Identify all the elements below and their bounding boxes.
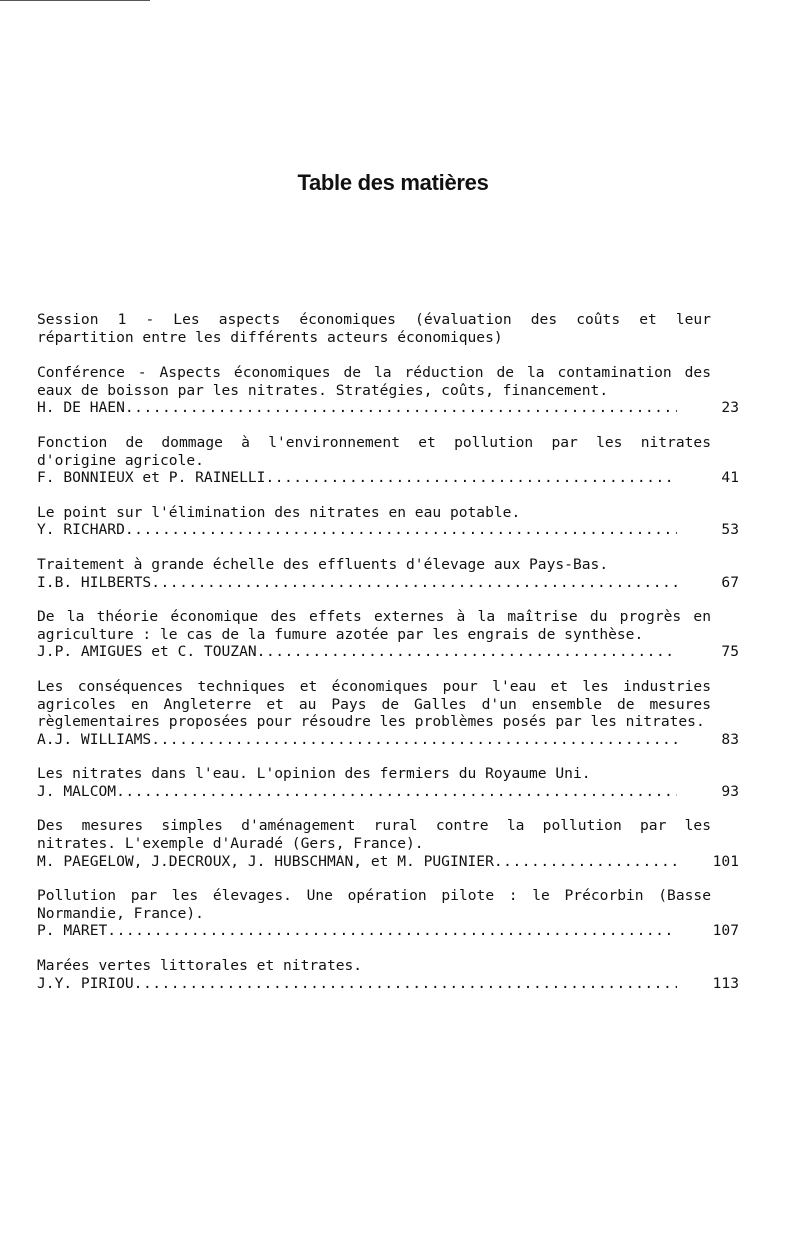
entry-author-line	[37, 975, 677, 993]
entry-author-line	[37, 922, 677, 940]
entry-page-number: 113	[712, 974, 739, 992]
entry-author-line	[37, 783, 677, 801]
entry-page-number: 23	[721, 399, 739, 417]
entry-author-line	[37, 853, 677, 871]
entry-author-line	[37, 469, 677, 487]
entry-author: I.B. HILBERTS	[37, 573, 152, 591]
entry-page-number: 75	[721, 643, 739, 661]
entry-title: Pollution par les élevages. Une opération pilote : le Précorbin (Basse Normandie, France).	[37, 887, 711, 922]
entry-page-number: 41	[721, 469, 739, 487]
toc-entry	[37, 817, 739, 870]
page-title: Table des matières	[297, 170, 489, 195]
entry-title: Traitement à grande échelle des effluents d'élevage aux Pays-Bas.	[37, 555, 609, 573]
entry-author: J.P. AMIGUES et C. TOUZAN	[37, 643, 257, 661]
entry-page-number: 67	[721, 573, 739, 591]
toc-entry	[37, 887, 739, 940]
entry-page-number: 93	[721, 782, 739, 800]
toc-entry	[37, 957, 739, 992]
entry-title: Le point sur l'élimination des nitrates en eau potable.	[37, 503, 521, 521]
entry-author-line	[37, 643, 677, 661]
session-heading: Session 1 - Les aspects économiques (évaluation des coûts et leur répartition entre les différents acteurs économiques)	[37, 311, 711, 346]
entry-author: F. BONNIEUX et P. RAINELLI	[37, 469, 266, 487]
entry-title: Les conséquences techniques et économiques pour l'eau et les industries agricoles en Angleterre et au Pays de Galles d'un ensemble de mesures règlementaires proposées pour résoudre les problèmes posés par les nitrates.	[37, 677, 711, 731]
entry-title: Des mesures simples d'aménagement rural contre la pollution par les nitrates. L'exemple d'Auradé (Gers, France).	[37, 817, 711, 853]
entry-page-number: 53	[721, 521, 739, 539]
entry-title: De la théorie économique des effets externes à la maîtrise du progrès en agriculture : le cas de la fumure azotée par les engrais de synthèse.	[37, 608, 711, 643]
entry-author-line	[37, 521, 677, 539]
entry-title: Conférence - Aspects économiques de la réduction de la contamination des eaux de boisson par les nitrates. Stratégies, coûts, financement.	[37, 364, 711, 399]
toc-entry	[37, 555, 739, 591]
toc-entry	[37, 765, 739, 800]
entry-author-line	[37, 574, 677, 592]
entry-author: P. MARET	[37, 922, 108, 940]
table-of-contents	[37, 311, 739, 1009]
entry-page-number: 101	[712, 852, 739, 870]
entry-author-line	[37, 399, 677, 417]
entry-author: J. MALCOM	[37, 782, 117, 800]
toc-entry	[37, 364, 739, 417]
entry-title: Fonction de dommage à l'environnement et pollution par les nitrates d'origine agricole.	[37, 433, 711, 469]
entry-author: J.Y. PIRIOU	[37, 974, 134, 992]
entry-author: M. PAEGELOW, J.DECROUX, J. HUBSCHMAN, et M. PUGINIER	[37, 852, 494, 870]
toc-entry	[37, 433, 739, 487]
entry-author-line	[37, 731, 677, 749]
entry-author: H. DE HAEN	[37, 399, 125, 417]
entry-title: Les nitrates dans l'eau. L'opinion des fermiers du Royaume Uni.	[37, 765, 591, 783]
entry-title: Marées vertes littorales et nitrates.	[37, 957, 363, 975]
toc-entry	[37, 677, 739, 748]
toc-entry	[37, 503, 739, 539]
entry-author: Y. RICHARD	[37, 521, 125, 539]
top-rule	[0, 0, 150, 1]
toc-entry	[37, 608, 739, 661]
entry-page-number: 83	[721, 730, 739, 748]
entry-page-number: 107	[712, 922, 739, 940]
entry-author: A.J. WILLIAMS	[37, 730, 152, 748]
